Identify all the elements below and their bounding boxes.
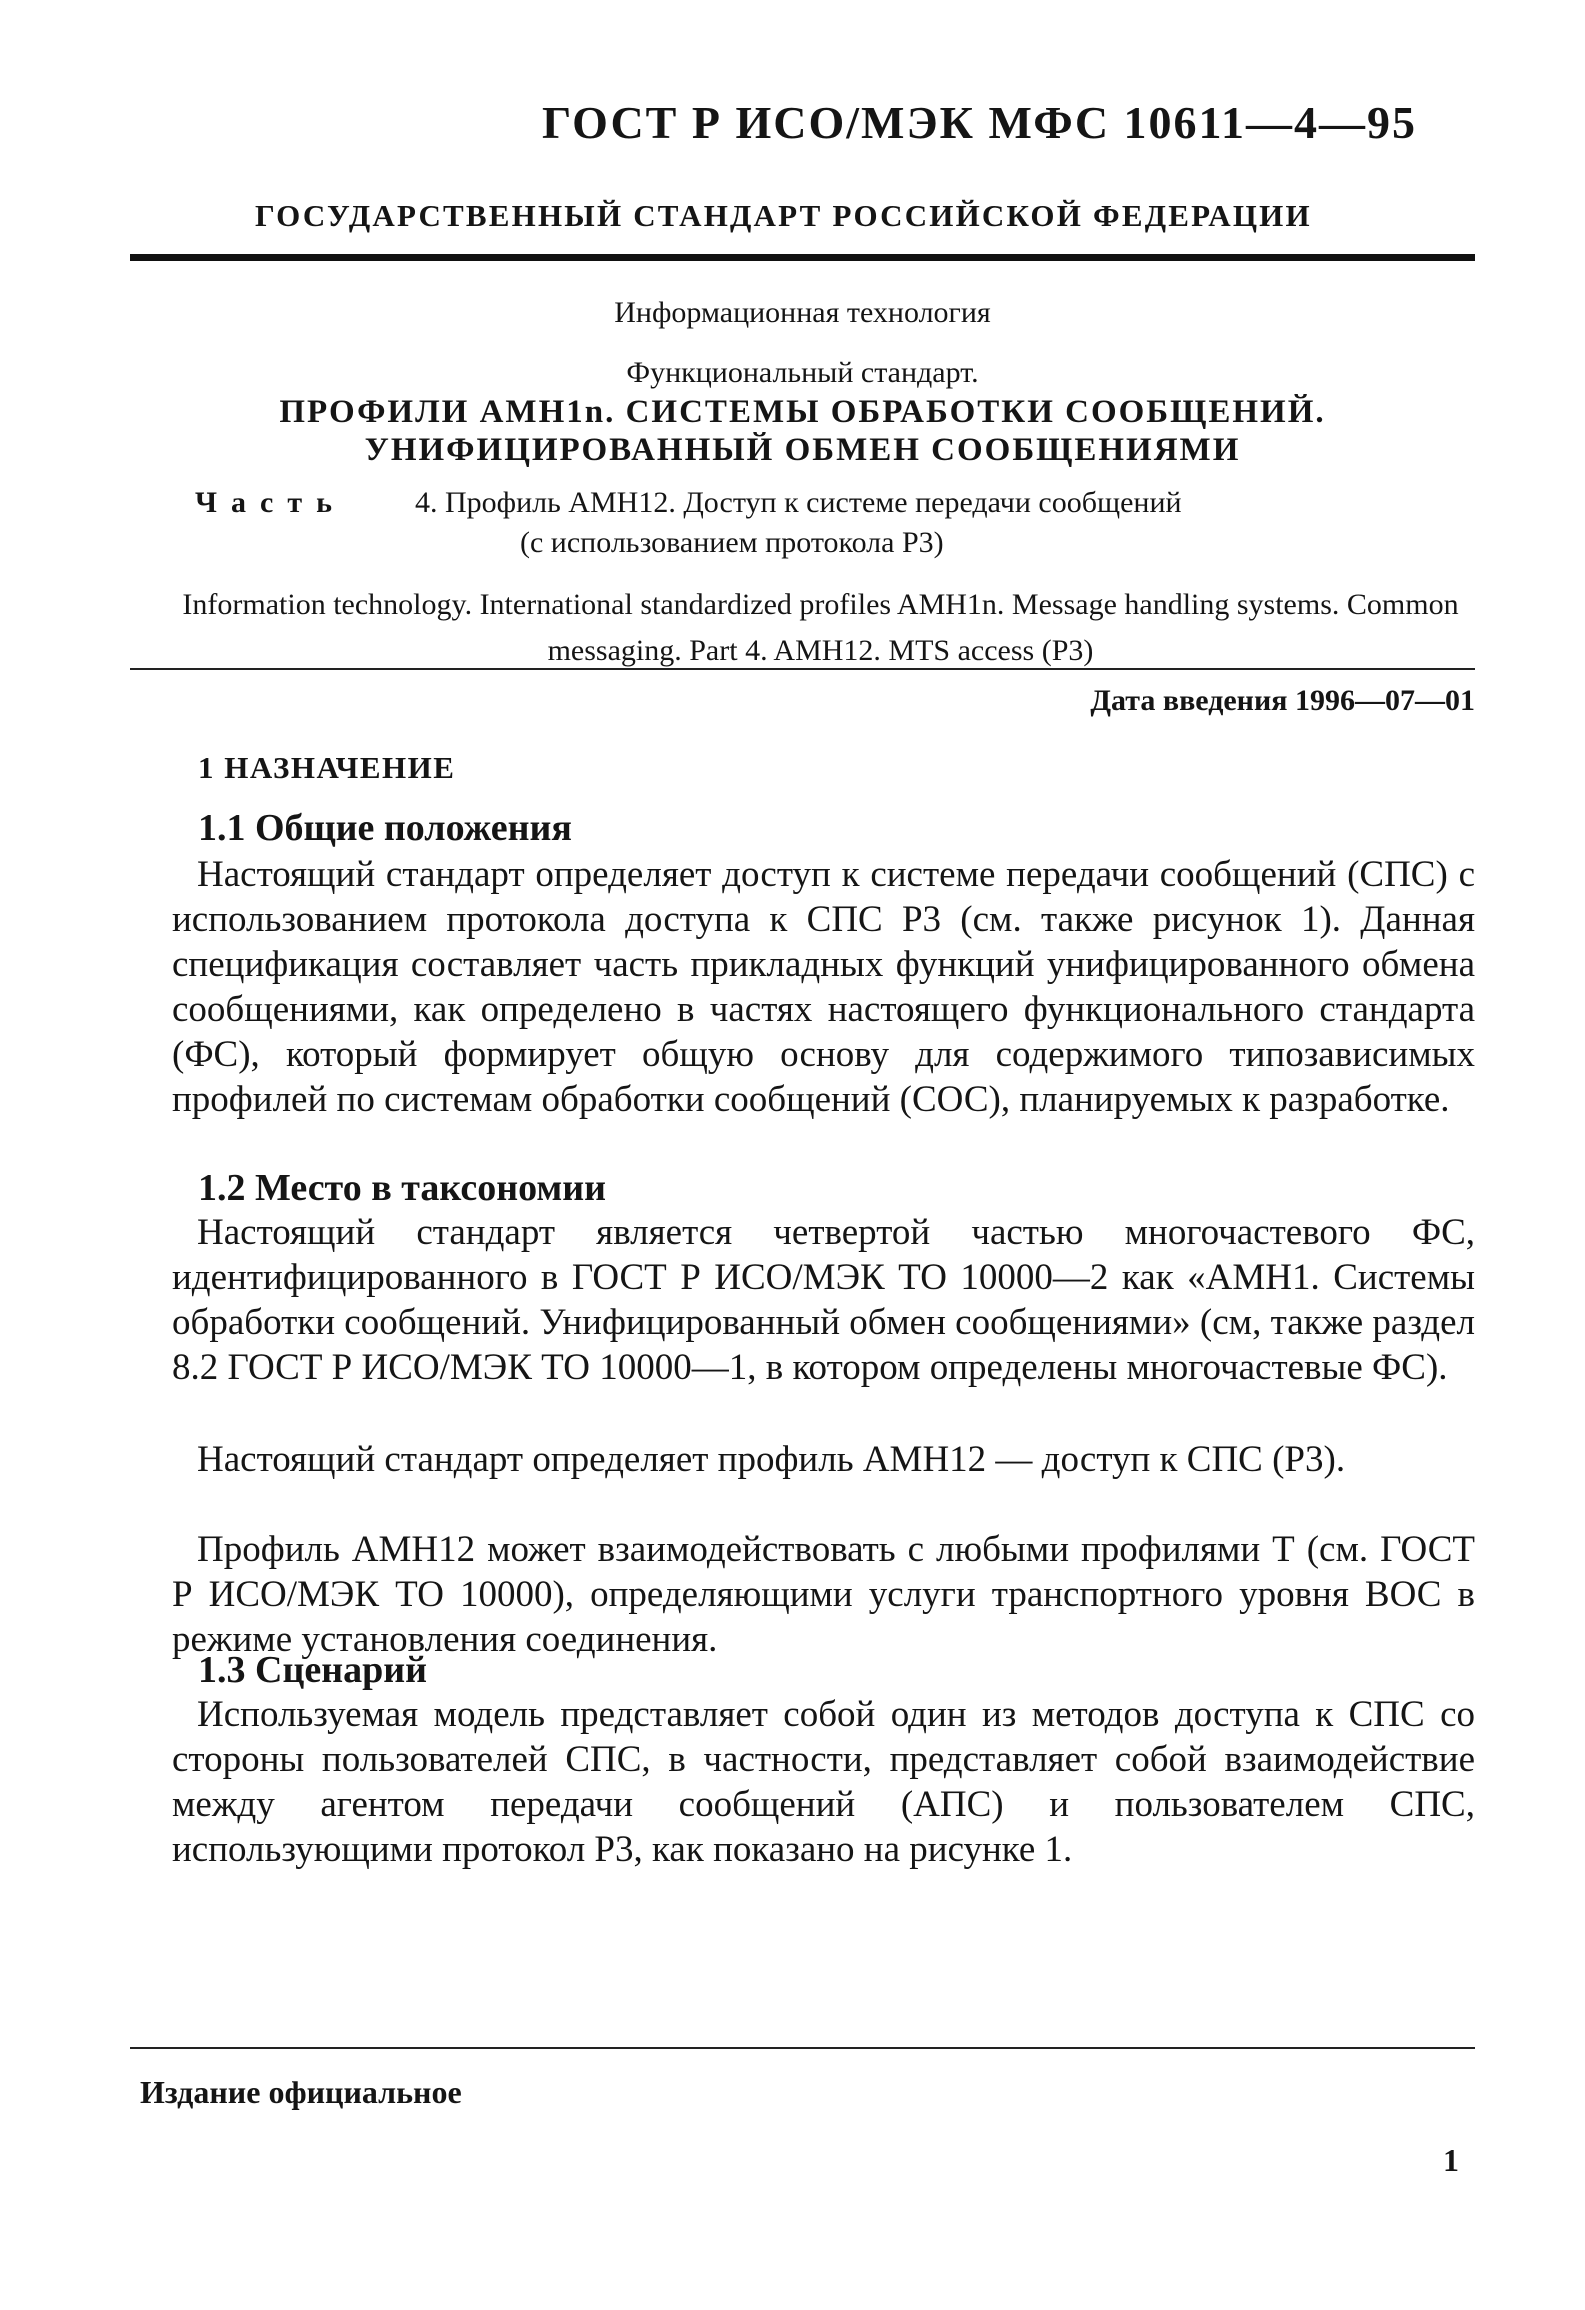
part-line [195, 486, 1455, 520]
title-line-1: Информационная технология [614, 296, 991, 329]
standard-code: ГОСТ Р ИСО/МЭК МФС 10611—4—95 [542, 97, 1417, 148]
section-1-3-heading: 1.3 Сценарий [198, 1649, 428, 1691]
title-rule [130, 668, 1475, 670]
section-1-2-paragraph-3: Профиль АМН12 может взаимодействовать с любыми профилями Т (см. ГОСТ Р ИСО/МЭК ТО 10000), определяющими услуги транспортного уровня ВОС в режиме установления соединения. [172, 1529, 1475, 1660]
section-1-3-paragraph: Используемая модель представляет собой один из методов доступа к СПС со стороны пользователей СПС, в частности, представляет собой взаимодействие между агентом передачи сообщений (АПС) и пользователем СПС, использующими протокол Р3, как показано на рисунке 1. [172, 1694, 1475, 1870]
section-1-heading: 1 НАЗНАЧЕНИЕ [198, 750, 456, 785]
edition-label: Издание официальное [140, 2074, 462, 2110]
section-1-1-paragraph: Настоящий стандарт определяет доступ к системе передачи сообщений (СПС) с использованием протокола доступа к СПС Р3 (см. также рисунок 1). Данная спецификация составляет часть прикладных функций унифицированного обмена сообщениями, как определено в частях настоящего функционального стандарта (ФС), который формирует общую основу для содержимого типозависимых профилей по системам обработки сообщений (СОС), планируемых к разработке. [172, 854, 1475, 1120]
english-title: Information technology. International standardized profiles AMH1n. Message handling systems. Common messaging. Part 4. AMH12. MTS access (P3) [182, 588, 1459, 667]
section-1-2-paragraph-1: Настоящий стандарт является четвертой частью многочастевого ФС, идентифицированного в ГОСТ Р ИСО/МЭК ТО 10000—2 как «АМН1. Системы обработки сообщений. Унифицированный обмен сообщениями» (см, также раздел 8.2 ГОСТ Р ИСО/МЭК ТО 10000—1, в котором определены многочастевые ФС). [172, 1212, 1475, 1388]
section-1-2-paragraph-2: Настоящий стандарт определяет профиль АМН12 — доступ к СПС (Р3). [197, 1439, 1346, 1480]
footer-rule [130, 2047, 1475, 2049]
section-1-1-heading: 1.1 Общие положения [198, 807, 572, 849]
section-1-2-heading: 1.2 Место в таксономии [198, 1167, 607, 1209]
part-text: 4. Профиль АМН12. Доступ к системе передачи сообщений [415, 486, 1182, 519]
page-number: 1 [1443, 2142, 1459, 2178]
introduction-date: Дата введения 1996—07—01 [1090, 684, 1475, 717]
title-line-2: Функциональный стандарт. [626, 356, 979, 389]
part-label: Часть [195, 486, 346, 519]
title-line-3: ПРОФИЛИ АМН1n. СИСТЕМЫ ОБРАБОТКИ СООБЩЕНИЙ. [279, 394, 1326, 430]
organization-title: ГОСУДАРСТВЕННЫЙ СТАНДАРТ РОССИЙСКОЙ ФЕДЕРАЦИИ [255, 198, 1312, 233]
title-line-4: УНИФИЦИРОВАННЫЙ ОБМЕН СООБЩЕНИЯМИ [364, 432, 1241, 468]
header-rule [130, 254, 1475, 261]
part-line-2: (с использованием протокола Р3) [520, 526, 944, 559]
